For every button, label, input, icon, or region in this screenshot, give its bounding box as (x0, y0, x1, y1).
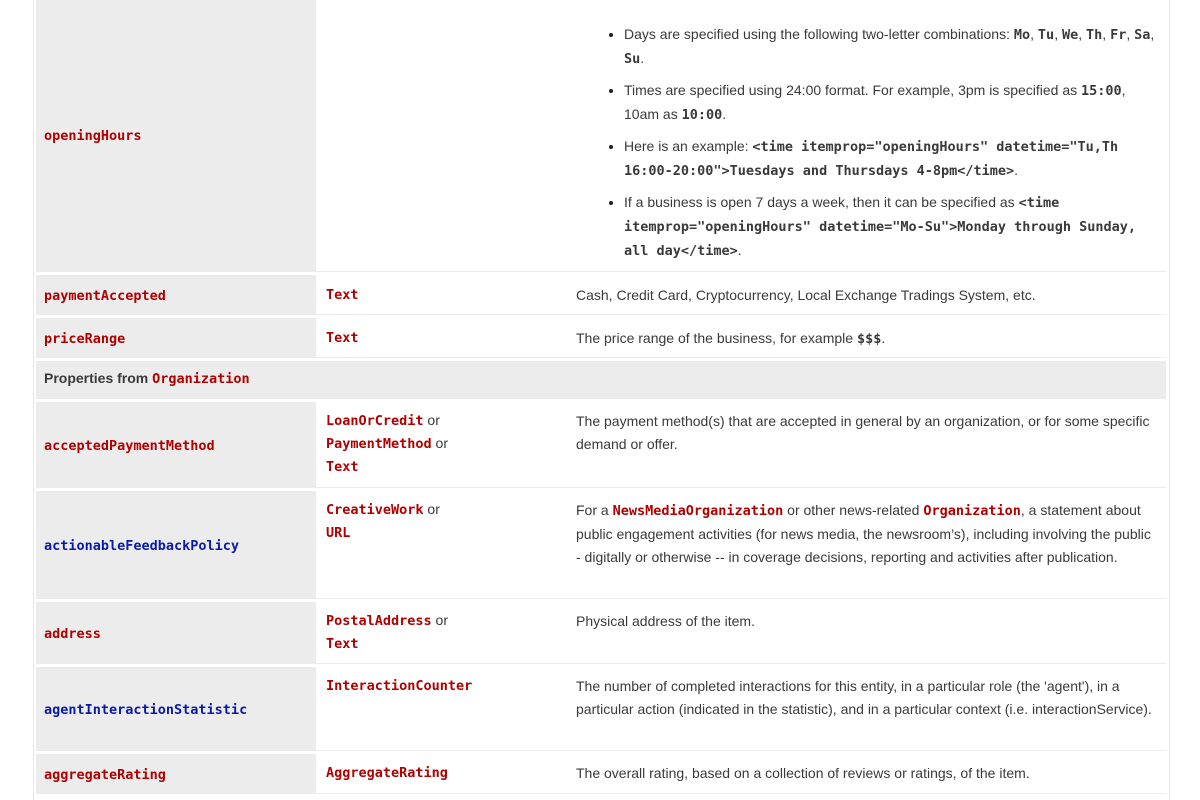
types-cell: PostalAddress or Text (316, 602, 566, 664)
type-link-interactioncounter[interactable]: InteractionCounter (326, 678, 473, 694)
type-link-text[interactable]: Text (326, 636, 359, 652)
property-link-aggregateRating[interactable]: aggregateRating (44, 766, 166, 783)
type-link-url[interactable]: URL (326, 525, 351, 541)
property-cell (36, 318, 316, 358)
types-cell (316, 0, 566, 272)
type-link-aggregaterating[interactable]: AggregateRating (326, 765, 448, 781)
description-cell: The payment method(s) that are accepted in general by an organization, or for some specific demand or offer. (566, 402, 1166, 488)
type-link-paymentmethod[interactable]: PaymentMethod (326, 436, 432, 452)
section-header: Properties from Organization (36, 361, 1166, 399)
property-cell (36, 0, 316, 272)
property-link-openingHours[interactable]: openingHours (44, 128, 142, 144)
property-cell (36, 667, 316, 751)
list-item: • Times are specified using 24:00 format. For example, 3pm is specified as 15:00, 10am as 10:00. (624, 79, 1156, 127)
type-link-text[interactable]: Text (326, 287, 359, 303)
table-row (36, 602, 1166, 664)
property-link-acceptedPaymentMethod[interactable]: acceptedPaymentMethod (44, 437, 215, 454)
types-cell (316, 318, 566, 358)
link-organization[interactable]: Organization (923, 503, 1021, 519)
table-row (36, 491, 1166, 599)
link-newsmediaorganization[interactable]: NewsMediaOrganization (612, 503, 784, 519)
list-item: • Days are specified using the following two-letter combinations: Mo, Tu, We, Th, Fr, Sa, Su. (624, 23, 1156, 71)
section-header-row (36, 361, 1166, 399)
property-cell (36, 602, 316, 664)
type-link-creativework[interactable]: CreativeWork (326, 502, 424, 518)
section-link-organization[interactable]: Organization (152, 371, 250, 387)
description-cell: The price range of the business, for example $$$. (566, 318, 1166, 358)
list-item: • If a business is open 7 days a week, then it can be specified as <time itemprop="openingHours" datetime="Mo-Su">Monday through Sunday, all day</time>. (624, 191, 1156, 263)
table-row (36, 402, 1166, 488)
table-row (36, 667, 1166, 751)
table-row (36, 318, 1166, 358)
property-cell (36, 402, 316, 488)
property-cell (36, 275, 316, 315)
property-cell (36, 754, 316, 794)
table-row (36, 754, 1166, 794)
property-link-actionableFeedbackPolicy[interactable]: actionableFeedbackPolicy (44, 537, 240, 554)
description-cell: Physical address of the item. (566, 602, 1166, 664)
description-cell: For a NewsMediaOrganization or other news-related Organization, a statement about public engagement activities (for news media, the newsroom’s), including involving the public - digitally or otherwise -- in coverage decisions, reporting and activities after publication. (566, 491, 1166, 599)
description-cell: Cash, Credit Card, Cryptocurrency, Local Exchange Tradings System, etc. (566, 275, 1166, 315)
table-row (36, 0, 1166, 272)
types-cell: LoanOrCredit or PaymentMethod or Text (316, 402, 566, 488)
description-cell (566, 0, 1166, 272)
type-link-text[interactable]: Text (326, 459, 359, 475)
property-link-agentInteractionStatistic[interactable]: agentInteractionStatistic (44, 701, 248, 718)
types-cell: CreativeWork or URL (316, 491, 566, 599)
type-link-text[interactable]: Text (326, 330, 359, 346)
list-item: • Here is an example: <time itemprop="openingHours" datetime="Tu,Th 16:00-20:00">Tuesdays and Thursdays 4-8pm</time>. (624, 135, 1156, 183)
property-link-address[interactable]: address (44, 625, 101, 642)
opening-hours-notes (576, 23, 1156, 263)
property-link-priceRange[interactable]: priceRange (44, 330, 126, 347)
type-link-loanorcredit[interactable]: LoanOrCredit (326, 413, 424, 429)
property-cell (36, 491, 316, 599)
description-cell: The overall rating, based on a collection of reviews or ratings, of the item. (566, 754, 1166, 794)
types-cell (316, 275, 566, 315)
properties-table (36, 0, 1166, 797)
types-cell (316, 754, 566, 794)
types-cell (316, 667, 566, 751)
description-cell: The number of completed interactions for this entity, in a particular role (the 'agent'), in a particular action (indicated in the statistic), and in a particular context (i.e. interactionService). (566, 667, 1166, 751)
type-link-postaladdress[interactable]: PostalAddress (326, 613, 432, 629)
property-link-paymentAccepted[interactable]: paymentAccepted (44, 287, 166, 304)
table-row (36, 275, 1166, 315)
